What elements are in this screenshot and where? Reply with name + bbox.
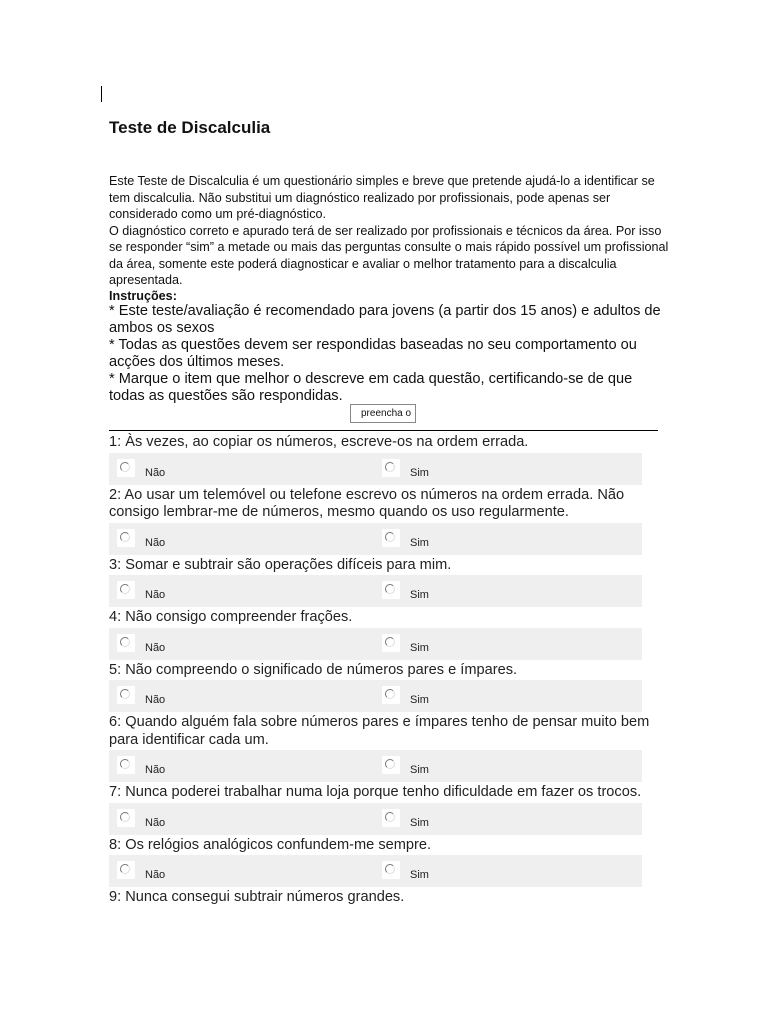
- instructions-list: [109, 303, 669, 405]
- intro-text: [109, 173, 669, 289]
- question-item: [109, 784, 659, 835]
- option-label: Sim: [410, 694, 429, 706]
- answer-row: [109, 680, 642, 712]
- radio-icon[interactable]: [117, 861, 135, 879]
- question-text: 2: Ao usar um telemóvel ou telefone escrevo os números na ordem errada. Não consigo lembrar-me de números, mesmo quando os uso regularmente.: [109, 486, 625, 520]
- option-label: Sim: [410, 869, 429, 881]
- option-label: Sim: [410, 764, 429, 776]
- radio-icon[interactable]: [117, 581, 135, 599]
- question-text: 9: Nunca consegui subtrair números grandes.: [109, 889, 405, 905]
- question-item: [109, 889, 659, 907]
- answer-row: [109, 523, 642, 555]
- answer-row: [109, 750, 642, 782]
- option-label: Não: [145, 869, 166, 881]
- question-item: [109, 557, 659, 608]
- radio-icon[interactable]: [382, 756, 400, 774]
- question-text: 5: Não compreendo o significado de números pares e ímpares.: [109, 661, 518, 678]
- answer-row: [109, 855, 642, 887]
- radio-icon[interactable]: [117, 686, 135, 704]
- question-text: 1: Às vezes, ao copiar os números, escreve-os na ordem errada.: [109, 434, 529, 450]
- option-label: Não: [145, 589, 166, 601]
- question-text: 3: Somar e subtrair são operações difíceis para mim.: [109, 556, 452, 573]
- question-item: [109, 434, 659, 485]
- question-item: [109, 714, 659, 782]
- question-item: [109, 837, 659, 888]
- option-label: Sim: [410, 536, 429, 549]
- radio-icon[interactable]: [382, 809, 400, 827]
- option-label: Não: [145, 764, 166, 776]
- option-label: Não: [145, 466, 166, 479]
- radio-icon[interactable]: [382, 634, 400, 652]
- question-item: [109, 487, 659, 555]
- instruction-item: * Todas as questões devem ser respondidas baseadas no seu comportamento ou acções dos últimos meses.: [109, 337, 637, 370]
- option-label: Não: [145, 641, 166, 654]
- question-text: 6: Quando alguém fala sobre números pares e ímpares tenho de pensar muito bem para identificar cada um.: [109, 714, 650, 748]
- option-label: Não: [145, 694, 166, 706]
- question-list: [109, 434, 659, 907]
- divider: [109, 430, 658, 431]
- instruction-item: * Este teste/avaliação é recomendado para jovens (a partir dos 15 anos) e adultos de ambos os sexos: [109, 303, 661, 336]
- radio-icon[interactable]: [117, 634, 135, 652]
- question-item: [109, 662, 659, 713]
- answer-row: [109, 453, 642, 485]
- radio-icon[interactable]: [117, 529, 135, 547]
- option-label: Sim: [410, 641, 429, 654]
- page-title: Teste de Discalculia: [109, 118, 271, 137]
- radio-icon[interactable]: [117, 756, 135, 774]
- question-text: 8: Os relógios analógicos confundem-me sempre.: [109, 836, 432, 853]
- instruction-item: * Marque o item que melhor o descreve em cada questão, certificando-se de que todas as questões são respondidas.: [109, 371, 633, 404]
- radio-icon[interactable]: [382, 686, 400, 704]
- option-label: Não: [145, 816, 166, 829]
- option-label: Não: [145, 536, 166, 549]
- option-label: Sim: [410, 589, 429, 601]
- radio-icon[interactable]: [382, 861, 400, 879]
- answer-row: [109, 628, 642, 660]
- question-item: [109, 609, 659, 660]
- fill-in-button[interactable]: preencha o: [350, 404, 416, 423]
- radio-icon[interactable]: [117, 459, 135, 477]
- radio-icon[interactable]: [117, 809, 135, 827]
- answer-row: [109, 575, 642, 607]
- text-cursor: [101, 86, 102, 102]
- option-label: Sim: [410, 466, 429, 479]
- intro-paragraph: Este Teste de Discalculia é um questionário simples e breve que pretende ajudá-lo a identificar se tem discalculia. Não substitui um diagnóstico realizado por profissionais, pode apenas ser considerado como um pré-diagnóstico.: [109, 174, 655, 221]
- answer-row: [109, 803, 642, 835]
- intro-paragraph: O diagnóstico correto e apurado terá de ser realizado por profissionais e técnicos da área. Por isso se responder “sim” a metade ou mais das perguntas consulte o mais rápido possível um profissional da área, somente este poderá diagnosticar e avaliar o melhor tratamento para a discalculia apresentada.: [109, 223, 669, 287]
- radio-icon[interactable]: [382, 459, 400, 477]
- option-label: Sim: [410, 816, 429, 829]
- question-text: 4: Não consigo compreender frações.: [109, 609, 353, 625]
- radio-icon[interactable]: [382, 529, 400, 547]
- instructions-heading: Instruções:: [109, 289, 177, 303]
- radio-icon[interactable]: [382, 581, 400, 599]
- question-text: 7: Nunca poderei trabalhar numa loja porque tenho dificuldade em fazer os trocos.: [109, 784, 642, 800]
